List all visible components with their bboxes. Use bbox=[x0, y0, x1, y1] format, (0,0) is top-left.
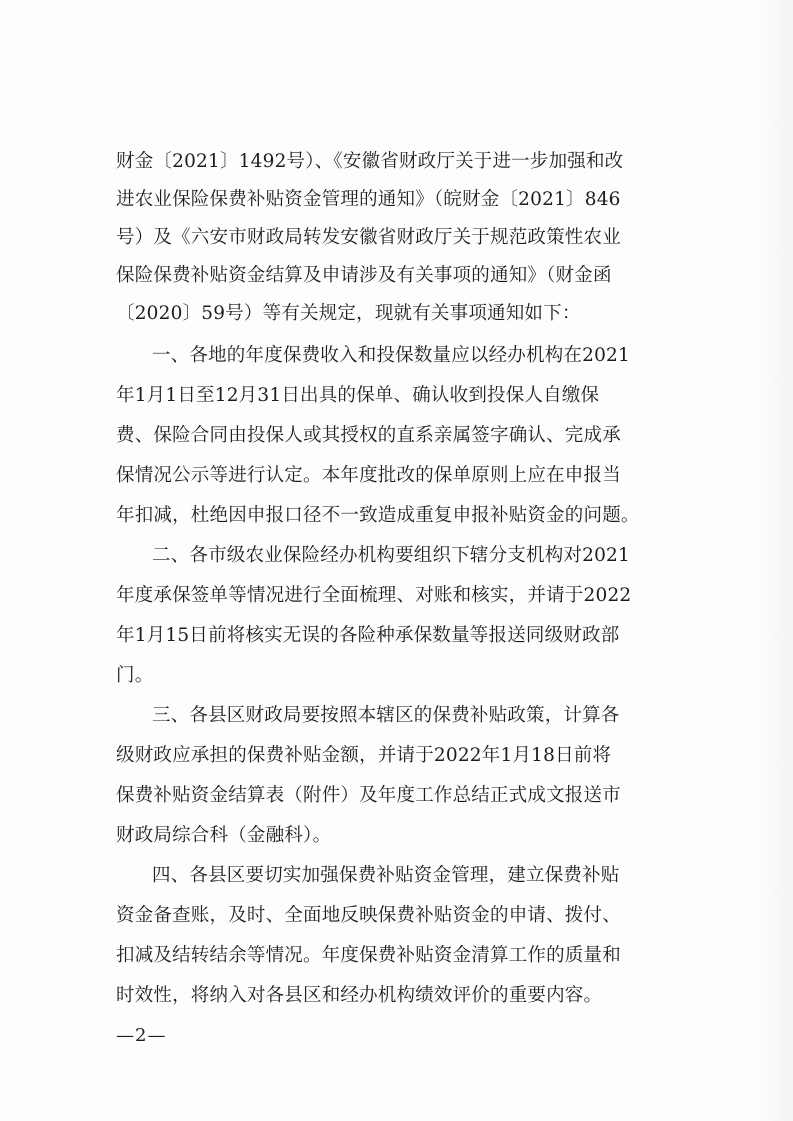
paragraph-four-first-line: 四、各县区要切实加强保费补贴资金管理，建立保费补贴 bbox=[152, 865, 620, 886]
paragraph-two-first-line: 二、各市级农业保险经办机构要组织下辖分支机构对2021 bbox=[152, 545, 630, 566]
body-line: 年1月1日至12月31日出具的保单、确认收到投保人自缴保 bbox=[116, 385, 600, 406]
body-line: 门。 bbox=[116, 665, 154, 686]
body-line: 财金〔2021〕1492号）、《安徽省财政厅关于进一步加强和改 bbox=[116, 151, 624, 172]
body-line: 年1月15日前将核实无误的各险种承保数量等报送同级财政部 bbox=[116, 625, 620, 646]
paragraph-one-first-line: 一、各地的年度保费收入和投保数量应以经办机构在2021 bbox=[152, 345, 630, 366]
scan-edge-shading bbox=[753, 0, 793, 1121]
body-line: 年度承保签单等情况进行全面梳理、对账和核实，并请于2022 bbox=[116, 585, 632, 606]
body-line: 保险保费补贴资金结算及申请涉及有关事项的通知》（财金函 bbox=[116, 265, 612, 286]
body-line: 级财政应承担的保费补贴金额，并请于2022年1月18日前将 bbox=[116, 745, 612, 766]
body-line: 扣减及结转结余等情况。年度保费补贴资金清算工作的质量和 bbox=[116, 945, 621, 966]
body-line: 时效性，将纳入对各县区和经办机构绩效评价的重要内容。 bbox=[116, 985, 603, 1006]
body-line: 号）及《六安市财政局转发安徽省财政厅关于规范政策性农业 bbox=[116, 227, 621, 248]
body-line: 财政局综合科（金融科）。 bbox=[116, 825, 332, 846]
body-line: 进农业保险保费补贴资金管理的通知》（皖财金〔2021〕846 bbox=[116, 189, 621, 210]
body-line: 保费补贴资金结算表（附件）及年度工作总结正式成文报送市 bbox=[116, 785, 621, 806]
body-line: 费、保险合同由投保人或其授权的直系亲属签字确认、完成承 bbox=[116, 425, 621, 446]
paragraph-three-first-line: 三、各县区财政局要按照本辖区的保费补贴政策，计算各 bbox=[152, 705, 620, 726]
body-line: 年扣减，杜绝因申报口径不一致造成重复申报补贴资金的问题。 bbox=[116, 505, 640, 526]
body-line: 保情况公示等进行认定。本年度批改的保单原则上应在申报当 bbox=[116, 465, 621, 486]
body-line: 〔2020〕59号）等有关规定，现就有关事项通知如下： bbox=[116, 303, 581, 324]
body-line: 资金备查账，及时、全面地反映保费补贴资金的申请、拨付、 bbox=[116, 905, 621, 926]
page-number: —2— bbox=[116, 1025, 167, 1046]
